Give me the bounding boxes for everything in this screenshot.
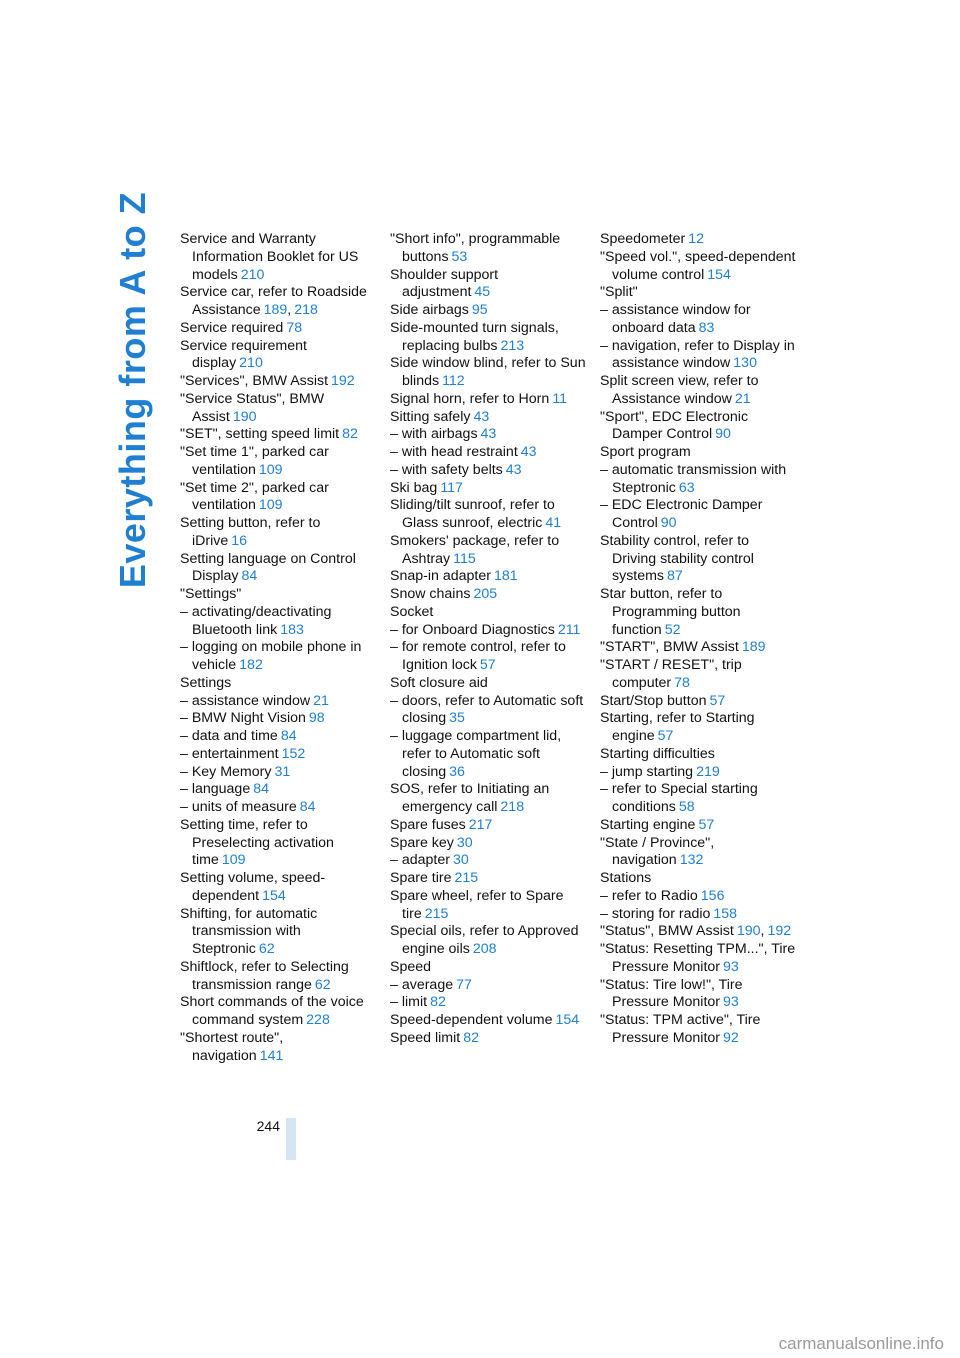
index-entry-text: SOS, refer to Initiating an emergency call bbox=[390, 781, 550, 815]
index-entry-text: Starting engine bbox=[600, 816, 696, 833]
page-reference-link[interactable]: 43 bbox=[480, 426, 497, 443]
index-entry-text: – assistance window for onboard data bbox=[600, 302, 751, 336]
index-entry bbox=[180, 338, 372, 374]
page-reference-link[interactable]: 77 bbox=[456, 976, 472, 993]
index-entry bbox=[390, 852, 586, 870]
index-entry bbox=[180, 693, 372, 711]
index-entry-text: – Key Memory bbox=[180, 763, 272, 780]
index-entry-text: Start/Stop button bbox=[600, 692, 707, 709]
index-entry bbox=[600, 906, 796, 924]
index-entry-text: – logging on mobile phone in vehicle bbox=[180, 639, 362, 673]
index-entry-text: "START / RESET", trip computer bbox=[600, 657, 742, 691]
page-reference-link[interactable]: 95 bbox=[471, 302, 488, 318]
index-entry-text: Spare key bbox=[390, 834, 454, 851]
index-entry-text: – adapter bbox=[390, 852, 450, 869]
index-entry-text: – for remote control, refer to Ignition lock bbox=[390, 639, 566, 673]
page-reference-link[interactable]: 158 bbox=[713, 905, 738, 922]
index-entry bbox=[600, 941, 796, 977]
page-reference-link[interactable]: 43 bbox=[473, 408, 490, 425]
index-entry bbox=[390, 675, 586, 693]
index-entry-text: – storing for radio bbox=[600, 905, 711, 922]
index-entry bbox=[600, 497, 796, 533]
index-entry-text: Split screen view, refer to Assistance window bbox=[600, 373, 759, 407]
index-entry bbox=[390, 568, 586, 586]
index-entry-text: – jump starting bbox=[600, 763, 694, 780]
index-entry-text: – units of measure bbox=[180, 799, 297, 815]
page-reference-link[interactable]: 189 bbox=[263, 302, 288, 318]
index-entry bbox=[180, 586, 372, 604]
index-entry bbox=[180, 373, 372, 391]
index-entry bbox=[600, 586, 796, 639]
index-entry-text: – for Onboard Diagnostics bbox=[390, 621, 555, 638]
page-reference-link[interactable]: 208 bbox=[472, 941, 497, 957]
index-entry bbox=[600, 710, 796, 746]
page-reference-link[interactable]: 218 bbox=[500, 799, 525, 815]
index-entry-text: "State / Province", navigation bbox=[600, 834, 715, 869]
index-entry-text: – with safety belts bbox=[390, 461, 503, 478]
page-reference-link[interactable]: 152 bbox=[281, 745, 306, 762]
page-reference-link[interactable]: 210 bbox=[240, 266, 265, 283]
index-entry bbox=[600, 249, 796, 285]
index-column-1 bbox=[180, 231, 372, 1065]
index-entry bbox=[600, 746, 796, 764]
index-entry-text: Short commands of the voice command system bbox=[180, 994, 364, 1028]
index-entry bbox=[600, 693, 796, 711]
page-reference-link[interactable]: 93 bbox=[723, 958, 739, 975]
page-reference-link[interactable]: 117 bbox=[440, 479, 463, 496]
page-reference-link[interactable]: 57 bbox=[709, 692, 726, 709]
page-reference-link[interactable]: 82 bbox=[430, 994, 446, 1011]
index-entry bbox=[390, 604, 586, 622]
page-reference-link[interactable]: 84 bbox=[299, 799, 316, 815]
page-reference-link[interactable]: 218 bbox=[294, 302, 318, 318]
index-entry-text: – language bbox=[180, 781, 251, 798]
page-reference-link[interactable]: 130 bbox=[733, 355, 757, 372]
page-reference-link[interactable]: 92 bbox=[723, 1029, 739, 1046]
index-entry bbox=[180, 817, 372, 870]
index-entry-text: – luggage compartment lid, refer to Automatic soft closing bbox=[390, 728, 562, 780]
index-entry-text: Speed-dependent volume bbox=[390, 1012, 553, 1028]
page-reference-link[interactable]: 93 bbox=[723, 994, 739, 1011]
index-entry-text: "Speed vol.", speed-dependent volume control bbox=[600, 248, 796, 283]
index-entry bbox=[390, 426, 586, 444]
index-entry-text: Smokers' package, refer to Ashtray bbox=[390, 532, 560, 567]
page-reference-link[interactable]: 132 bbox=[679, 852, 704, 869]
index-entry-text: "Set time 2", parked car ventilation bbox=[180, 479, 329, 514]
index-entry bbox=[600, 231, 796, 249]
page-number-bar bbox=[286, 1118, 296, 1160]
index-entry bbox=[600, 764, 796, 782]
index-entry bbox=[390, 1030, 586, 1048]
index-entry bbox=[180, 444, 372, 480]
index-entry bbox=[600, 817, 796, 835]
index-entry bbox=[390, 693, 586, 729]
index-entry bbox=[390, 959, 586, 977]
index-entry bbox=[390, 462, 586, 480]
index-entry-text: "Status: TPM active", Tire Pressure Monitor bbox=[600, 1012, 761, 1046]
page-reference-link[interactable]: 41 bbox=[545, 515, 562, 531]
index-entry bbox=[180, 959, 372, 995]
index-entry bbox=[390, 533, 586, 569]
index-entry-text: – entertainment bbox=[180, 745, 279, 762]
index-entry-text: Starting, refer to Starting engine bbox=[600, 710, 755, 744]
index-entry bbox=[390, 302, 586, 320]
index-entry-text: "START", BMW Assist bbox=[600, 639, 739, 656]
index-entry bbox=[390, 835, 586, 853]
index-entry bbox=[180, 764, 372, 782]
page-reference-link[interactable]: 78 bbox=[286, 319, 303, 336]
index-entry bbox=[180, 906, 372, 959]
page-reference-link[interactable]: 90 bbox=[715, 426, 731, 443]
index-entry bbox=[390, 267, 586, 303]
page-reference-link[interactable]: 141 bbox=[259, 1047, 284, 1064]
page-reference-link[interactable]: 192 bbox=[767, 923, 792, 940]
index-entry-text: Snap-in adapter bbox=[390, 568, 491, 585]
index-entry bbox=[180, 604, 372, 640]
index-entry-text: "Set time 1", parked car ventilation bbox=[180, 444, 329, 478]
page-reference-link[interactable]: 211 bbox=[557, 621, 581, 638]
page-reference-link[interactable]: 21 bbox=[734, 390, 751, 407]
index-entry bbox=[600, 835, 796, 871]
index-entry-text: "Split" bbox=[600, 284, 638, 301]
index-entry bbox=[180, 426, 372, 444]
index-entry bbox=[390, 391, 586, 409]
page-reference-link[interactable]: 181 bbox=[493, 568, 518, 585]
index-entry-text: Sport program bbox=[600, 444, 691, 460]
index-entry-text: "Settings" bbox=[180, 586, 242, 602]
index-entry bbox=[390, 994, 586, 1012]
index-entry-text: Setting time, refer to Preselecting activation time bbox=[180, 816, 334, 869]
index-entry-text: Setting volume, speed-dependent bbox=[180, 870, 326, 904]
index-entry bbox=[600, 373, 796, 409]
page-reference-link[interactable]: 43 bbox=[505, 461, 522, 478]
index-entry bbox=[390, 480, 586, 498]
page-reference-link[interactable]: 109 bbox=[221, 852, 246, 869]
index-entry-text: Service and Warranty Information Booklet for US models bbox=[180, 231, 359, 283]
index-entry bbox=[180, 320, 372, 338]
page-reference-link[interactable]: 154 bbox=[262, 887, 286, 904]
index-entry bbox=[180, 515, 372, 551]
index-entry-text: Setting button, refer to iDrive bbox=[180, 515, 321, 549]
index-entry-text: Service requirement display bbox=[180, 337, 307, 372]
page-reference-link[interactable]: 190 bbox=[736, 923, 761, 940]
page-reference-link[interactable]: 53 bbox=[451, 248, 468, 265]
index-entry-text: Spare fuses bbox=[390, 816, 466, 833]
index-entry bbox=[180, 994, 372, 1030]
index-entry-text: Shiftlock, refer to Selecting transmission range bbox=[180, 958, 349, 993]
index-entry bbox=[390, 923, 586, 959]
page-reference-link[interactable]: 57 bbox=[479, 657, 496, 673]
footer-watermark: carmanualsonline.info bbox=[778, 1334, 944, 1353]
index-entry bbox=[180, 799, 372, 817]
index-entry bbox=[180, 284, 372, 320]
index-entry-text: "Shortest route", navigation bbox=[180, 1029, 284, 1064]
index-entry-text: "Status", BMW Assist bbox=[600, 923, 734, 940]
page-reference-link[interactable]: 62 bbox=[258, 941, 275, 957]
page-reference-link[interactable]: 154 bbox=[555, 1012, 580, 1028]
index-entry-text: Socket bbox=[390, 603, 434, 620]
page-reference-link[interactable]: 43 bbox=[520, 444, 537, 460]
index-entry-text: – BMW Night Vision bbox=[180, 710, 306, 727]
index-entry-text: – data and time bbox=[180, 728, 278, 744]
index-entry-text: Service required bbox=[180, 319, 284, 336]
index-entry bbox=[600, 781, 796, 817]
index-entry-text: – EDC Electronic Damper Control bbox=[600, 497, 763, 531]
index-entry-text: Side window blind, refer to Sun blinds bbox=[390, 355, 586, 389]
page-reference-link[interactable]: 11 bbox=[552, 390, 568, 407]
page-reference-link[interactable]: 87 bbox=[667, 568, 683, 585]
page-reference-link[interactable]: 228 bbox=[306, 1012, 330, 1028]
page-reference-link[interactable]: 182 bbox=[239, 657, 263, 673]
index-entry-text: Side airbags bbox=[390, 302, 469, 318]
index-entry-text: Snow chains bbox=[390, 586, 471, 602]
index-entry bbox=[180, 746, 372, 764]
index-entry-text: Ski bag bbox=[390, 479, 438, 496]
index-entry-text: Service car, refer to Roadside Assistance bbox=[180, 284, 367, 318]
index-entry-text: Spare tire bbox=[390, 870, 452, 886]
page-reference-link[interactable]: 35 bbox=[449, 710, 465, 727]
index-entry bbox=[390, 444, 586, 462]
index-entry bbox=[390, 586, 586, 604]
index-entry bbox=[390, 622, 586, 640]
index-entry bbox=[600, 888, 796, 906]
page-reference-link[interactable]: 115 bbox=[453, 550, 476, 567]
page-reference-link[interactable]: 109 bbox=[258, 497, 283, 514]
index-column-3 bbox=[600, 231, 796, 1048]
index-entry-text: – activating/deactivating Bluetooth link bbox=[180, 603, 332, 638]
index-entry-text: Settings bbox=[180, 674, 232, 691]
index-entry bbox=[180, 639, 372, 675]
section-side-title bbox=[112, 191, 154, 589]
index-entry bbox=[390, 817, 586, 835]
index-entry bbox=[180, 551, 372, 587]
index-entry bbox=[600, 302, 796, 338]
page-reference-link[interactable]: 62 bbox=[314, 976, 331, 993]
index-entry bbox=[600, 639, 796, 657]
page-reference-link[interactable]: 58 bbox=[678, 799, 695, 815]
page-reference-link[interactable]: 57 bbox=[698, 816, 715, 833]
index-entry-text: "Short info", programmable buttons bbox=[390, 231, 561, 265]
index-entry-text: – assistance window bbox=[180, 692, 311, 709]
page-reference-link[interactable]: 154 bbox=[707, 266, 731, 283]
index-entry bbox=[180, 781, 372, 799]
index-entry-text: Sitting safely bbox=[390, 408, 471, 425]
index-entry-text: Starting difficulties bbox=[600, 745, 715, 762]
index-entry bbox=[600, 338, 796, 374]
page-reference-link[interactable]: 45 bbox=[474, 284, 491, 301]
index-entry bbox=[600, 533, 796, 586]
page-reference-link[interactable]: 12 bbox=[688, 231, 704, 247]
index-entry-text: "Service Status", BMW Assist bbox=[180, 390, 325, 425]
index-entry-text: Soft closure aid bbox=[390, 674, 488, 691]
page-reference-link[interactable]: 31 bbox=[274, 763, 291, 780]
index-entry-text: Setting language on Control Display bbox=[180, 550, 356, 585]
index-entry-text: "Sport", EDC Electronic Damper Control bbox=[600, 408, 749, 443]
index-entry-text: – with head restraint bbox=[390, 444, 518, 460]
index-entry bbox=[390, 409, 586, 427]
index-entry bbox=[390, 781, 586, 817]
index-entry bbox=[180, 728, 372, 746]
index-entry bbox=[390, 639, 586, 675]
index-entry-text: Star button, refer to Programming button function bbox=[600, 586, 741, 638]
index-entry-text: Stability control, refer to Driving stability control systems bbox=[600, 532, 754, 585]
index-entry-text: – automatic transmission with Steptronic bbox=[600, 461, 787, 496]
page-reference-link[interactable]: 189 bbox=[741, 639, 766, 656]
index-entry-text: – average bbox=[390, 976, 454, 993]
page-reference-link[interactable]: 78 bbox=[674, 674, 690, 691]
index-entry bbox=[600, 870, 796, 888]
page-reference-link[interactable]: 16 bbox=[231, 532, 248, 549]
page-reference-link[interactable]: 205 bbox=[473, 586, 498, 602]
index-entry-text: – limit bbox=[390, 994, 428, 1011]
index-entry bbox=[390, 497, 586, 533]
index-entry-text: "Services", BMW Assist bbox=[180, 373, 329, 389]
index-entry-text: Signal horn, refer to Horn bbox=[390, 390, 550, 407]
page-reference-link[interactable]: 30 bbox=[452, 852, 469, 869]
index-entry bbox=[390, 1012, 586, 1030]
page-reference-link[interactable]: 63 bbox=[678, 479, 695, 496]
index-entry bbox=[180, 231, 372, 284]
index-entry bbox=[390, 231, 586, 267]
page-reference-link[interactable]: 21 bbox=[313, 692, 329, 709]
page-reference-link[interactable]: 219 bbox=[696, 763, 720, 780]
page-reference-link[interactable]: 215 bbox=[454, 870, 479, 886]
index-entry bbox=[180, 391, 372, 427]
page-reference-link[interactable]: 156 bbox=[700, 887, 725, 904]
index-entry bbox=[390, 355, 586, 391]
index-entry bbox=[600, 462, 796, 498]
page-reference-link[interactable]: 109 bbox=[258, 461, 283, 478]
page-reference-link[interactable]: 112 bbox=[442, 373, 465, 389]
index-entry bbox=[600, 923, 796, 941]
index-entry bbox=[180, 480, 372, 516]
page-reference-link[interactable]: 57 bbox=[657, 728, 674, 744]
section-title-text: Everything from A to Z bbox=[112, 191, 154, 589]
index-entry bbox=[180, 710, 372, 728]
index-entry bbox=[390, 320, 586, 356]
index-entry bbox=[180, 675, 372, 693]
page-reference-link[interactable]: 52 bbox=[664, 621, 681, 638]
index-entry-text: "SET", setting speed limit bbox=[180, 426, 340, 443]
index-column-2 bbox=[390, 231, 586, 1048]
index-entry bbox=[180, 1030, 372, 1066]
index-entry-text: – with airbags bbox=[390, 426, 478, 443]
index-entry bbox=[600, 284, 796, 302]
index-entry-text: Sliding/tilt sunroof, refer to Glass sunroof, electric bbox=[390, 497, 555, 531]
page-reference-link[interactable]: 190 bbox=[232, 408, 257, 425]
index-entry-text: – refer to Radio bbox=[600, 887, 698, 904]
index-entry bbox=[390, 728, 586, 781]
page-reference-link[interactable]: 36 bbox=[449, 763, 465, 780]
index-entry-text: Speed limit bbox=[390, 1029, 461, 1046]
page-reference-link[interactable]: 83 bbox=[698, 319, 715, 336]
page-reference-link[interactable]: 84 bbox=[253, 781, 269, 798]
index-entry-text: Shifting, for automatic transmission with Steptronic bbox=[180, 905, 318, 957]
page-ref-separator: , bbox=[287, 302, 292, 318]
index-entry-text: – refer to Special starting conditions bbox=[600, 781, 758, 815]
page-ref-separator: , bbox=[760, 923, 765, 940]
index-entry-text: – navigation, refer to Display in assistance window bbox=[600, 337, 795, 372]
index-entry bbox=[390, 870, 586, 888]
index-entry-text: Stations bbox=[600, 870, 652, 886]
index-entry bbox=[390, 977, 586, 995]
page-reference-link[interactable]: 213 bbox=[500, 337, 525, 354]
index-entry-text: Speed bbox=[390, 958, 432, 975]
index-entry bbox=[600, 444, 796, 462]
index-entry bbox=[600, 977, 796, 1013]
page-reference-link[interactable]: 215 bbox=[424, 905, 449, 922]
index-entry bbox=[600, 409, 796, 445]
page-reference-link[interactable]: 217 bbox=[468, 816, 493, 833]
index-entry bbox=[180, 870, 372, 906]
page-reference-link[interactable]: 82 bbox=[463, 1029, 479, 1046]
index-entry-text: "Status: Tire low!", Tire Pressure Monitor bbox=[600, 976, 743, 1011]
index-entry-text: Side-mounted turn signals, replacing bulbs bbox=[390, 319, 559, 354]
page-reference-link[interactable]: 82 bbox=[342, 426, 358, 443]
page-reference-link[interactable]: 98 bbox=[308, 710, 325, 727]
page-number: 244 bbox=[256, 1118, 280, 1134]
index-entry-text: Special oils, refer to Approved engine oils bbox=[390, 923, 579, 957]
page-reference-link[interactable]: 183 bbox=[280, 621, 304, 638]
index-entry-text: Speedometer bbox=[600, 231, 686, 247]
page-reference-link[interactable]: 210 bbox=[239, 355, 263, 372]
index-entry bbox=[600, 1012, 796, 1048]
page-reference-link[interactable]: 192 bbox=[331, 373, 355, 389]
page-reference-link[interactable]: 90 bbox=[660, 515, 677, 531]
page-reference-link[interactable]: 84 bbox=[280, 728, 297, 744]
index-entry bbox=[600, 657, 796, 693]
index-entry-text: Spare wheel, refer to Spare tire bbox=[390, 887, 564, 922]
page-reference-link[interactable]: 84 bbox=[241, 568, 258, 585]
index-entry-text: Shoulder support adjustment bbox=[390, 266, 499, 301]
index-entry bbox=[390, 888, 586, 924]
index-entry-text: "Status: Resetting TPM...", Tire Pressure Monitor bbox=[600, 941, 796, 975]
index-entry-text: – doors, refer to Automatic soft closing bbox=[390, 692, 584, 727]
page-reference-link[interactable]: 30 bbox=[456, 834, 473, 851]
